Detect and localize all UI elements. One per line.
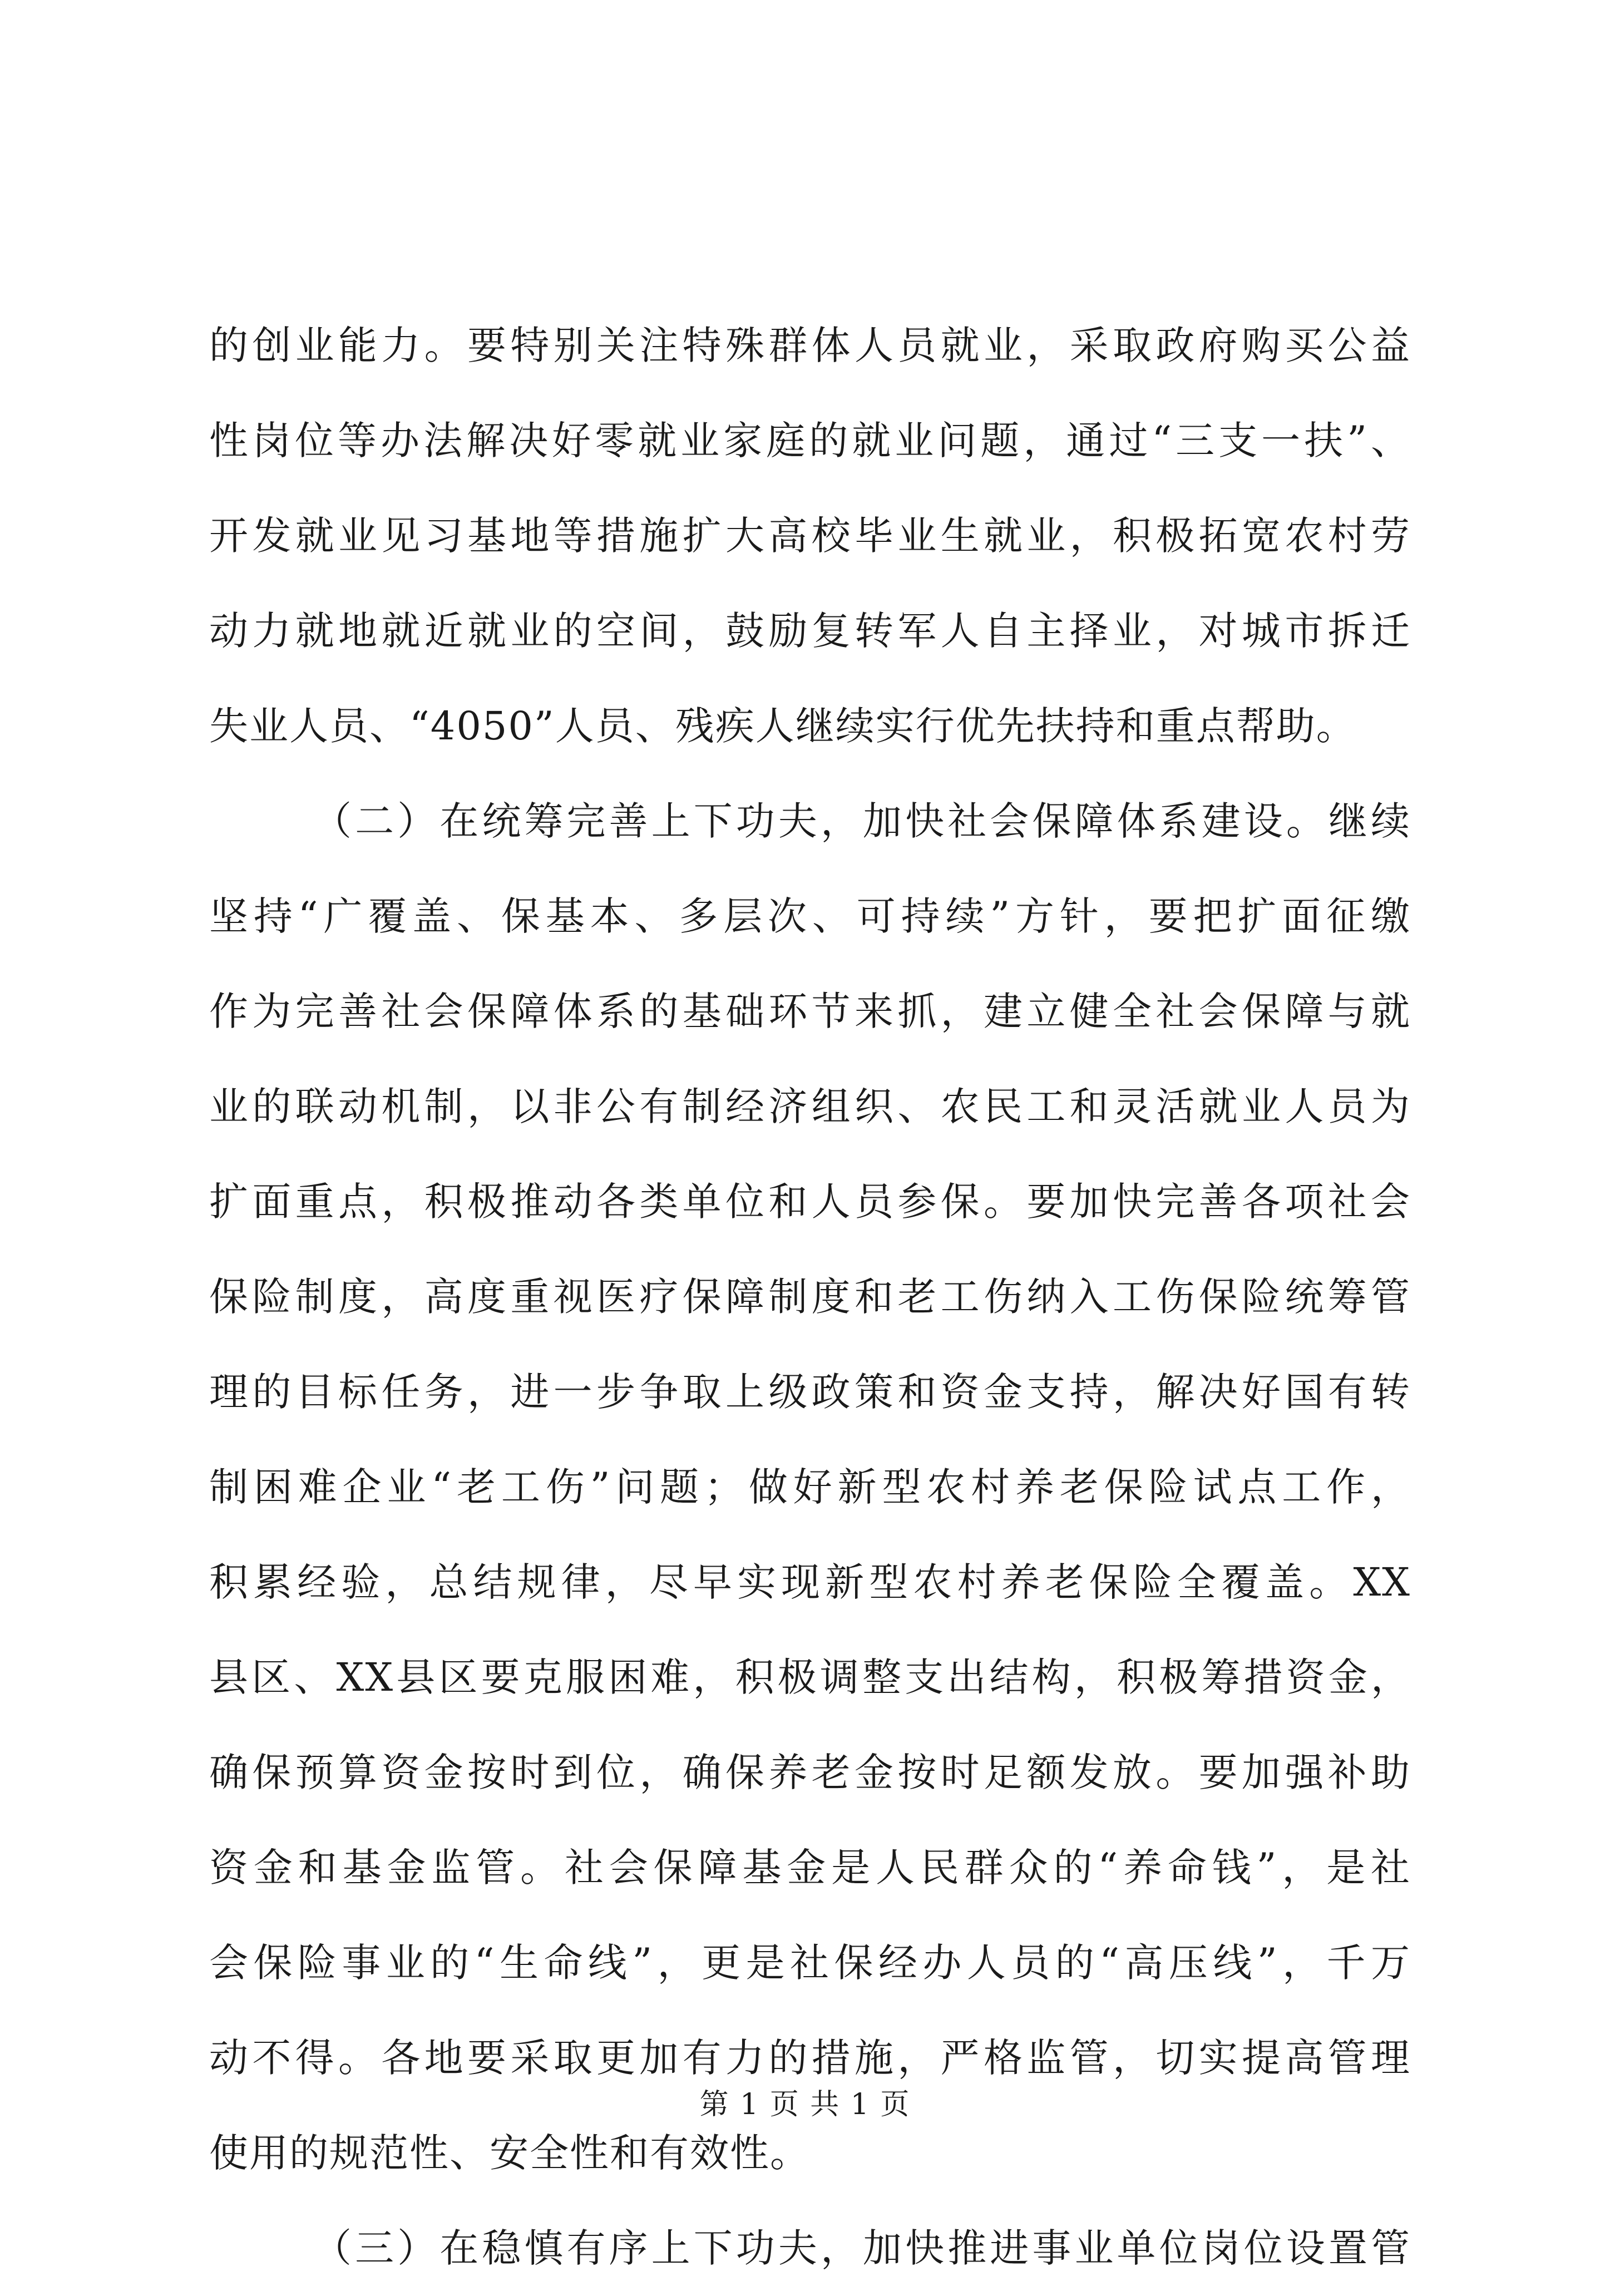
text-line: 会保险事业的“生命线”，更是社保经办人员的“高压线”，千万 (209, 1940, 1411, 1986)
text-line: 保险制度，高度重视医疗保障制度和老工伤纳入工伤保险统筹管 (209, 1274, 1411, 1320)
text-line: 作为完善社会保障体系的基础环节来抓，建立健全社会保障与就 (209, 989, 1411, 1034)
text-line: 动力就地就近就业的空间，鼓励复转军人自主择业，对城市拆迁 (209, 608, 1411, 654)
text-line: 理的目标任务，进一步争取上级政策和资金支持，解决好国有转 (209, 1369, 1411, 1415)
text-line: 积累经验，总结规律，尽早实现新型农村养老保险全覆盖。XX (209, 1559, 1411, 1605)
text-line: 坚持“广覆盖、保基本、多层次、可持续”方针，要把扩面征缴 (209, 893, 1411, 939)
text-line: 业的联动机制，以非公有制经济组织、农民工和灵活就业人员为 (209, 1084, 1411, 1129)
text-line: 使用的规范性、安全性和有效性。 (209, 2130, 810, 2176)
text-line: 资金和基金监管。社会保障基金是人民群众的“养命钱”，是社 (209, 1845, 1411, 1890)
text-line: 失业人员、“4050”人员、残疾人继续实行优先扶持和重点帮助。 (209, 703, 1356, 749)
text-line: 制困难企业“老工伤”问题；做好新型农村养老保险试点工作， (209, 1464, 1411, 1510)
page-footer: 第 1 页 共 1 页 (699, 2088, 911, 2121)
text-line: 确保预算资金按时到位，确保养老金按时足额发放。要加强补助 (209, 1750, 1411, 1795)
body-text (209, 298, 1411, 2296)
text-line: 扩面重点，积极推动各类单位和人员参保。要加快完善各项社会 (209, 1179, 1411, 1224)
text-line: 动不得。各地要采取更加有力的措施，严格监管，切实提高管理 (209, 2035, 1411, 2081)
text-line: 的创业能力。要特别关注特殊群体人员就业，采取政府购买公益 (209, 323, 1411, 368)
section-heading-line: （二）在统筹完善上下功夫，加快社会保障体系建设。继续 (313, 798, 1411, 844)
text-line: 县区、XX县区要克服困难，积极调整支出结构，积极筹措资金， (209, 1655, 1411, 1700)
text-line: 开发就业见习基地等措施扩大高校毕业生就业，积极拓宽农村劳 (209, 513, 1411, 559)
section-heading-line: （三）在稳慎有序上下功夫，加快推进事业单位岗位设置管 (313, 2225, 1411, 2271)
text-line: 性岗位等办法解决好零就业家庭的就业问题，通过“三支一扶”、 (209, 418, 1411, 463)
